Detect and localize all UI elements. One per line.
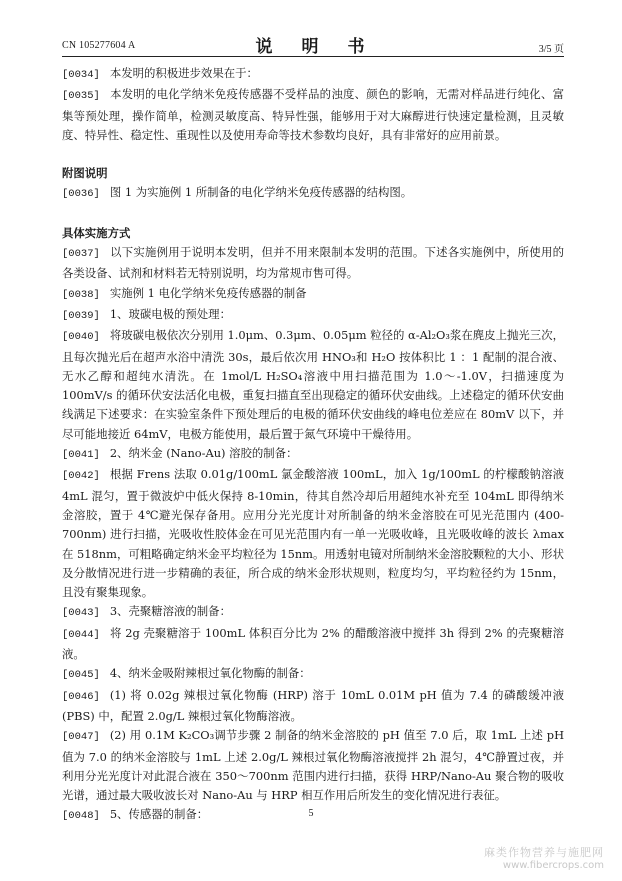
- paragraph-text: 实施例 1 电化学纳米免疫传感器的制备: [109, 285, 307, 300]
- document-body: [62, 64, 564, 827]
- paragraph-text: 本发明的电化学纳米免疫传感器不受样品的浊度、颜色的影响，无需对样品进行纯化、富集等预处理，操作简单，检测灵敏度高、特异性强，能够用于对大麻醇进行快速定量检测，且灵敏度、特异性、稳定性、重现性以及使用寿命等技术参数均良好，具有非常好的应用前景。: [62, 87, 564, 142]
- paragraph-number: [0040]: [62, 331, 100, 344]
- paragraph-number: [0048]: [62, 810, 100, 823]
- paragraph: [62, 726, 564, 805]
- page-header: [62, 28, 564, 57]
- watermark-url: www.fibercrops.com: [502, 860, 604, 871]
- document-title: 说 明 书: [255, 37, 371, 57]
- section-gap: [62, 145, 564, 164]
- watermark: [484, 846, 604, 872]
- page-number: 5: [308, 808, 314, 819]
- paragraph-text: 根据 Frens 法取 0.01g/100mL 氯金酸溶液 100mL，加入 1g/100mL 的柠檬酸钠溶液 4mL 混匀，置于微波炉中低火保持 8-10min，待其自然冷却后用超纯水补充至 104mL 即得纳米金溶胶，置于 4℃避光保存备用。应用分光光度计对所制备的纳米金溶胶在可见光范围内 (400-700nm) 进行扫描，光吸收性胶体金在可见光范围内有一单一光吸收峰，且光吸收峰的波长 λmax 在 518nm，可粗略确定纳米金平均粒径为 15nm。用透射电镜对所制纳米金溶胶颗粒的大小、形状及分散情况进行进一步精确的表征，所合成的纳米金形状规则，粒度均匀，平均粒径约为 15nm，且没有聚集现象。: [62, 467, 564, 600]
- paragraph-text: 将玻碳电极依次分别用 1.0μm、0.3μm、0.05μm 粒径的 α-Al₂O₃浆在麂皮上抛光三次，且每次抛光后在超声水浴中清洗 30s，最后依次用 HNO₃和 H₂O 按体积比 1 ：1 配制的混合液、无水乙醇和超纯水清洗。在 1mol/L H₂SO₄溶液中用扫描范围为 1.0～-1.0V，扫描速度为 100mV/s 的循环伏安法活化电极，重复扫描直至出现稳定的循环伏安曲线。上述稳定的循环伏安曲线满足下述要求：在实验室条件下预处理后的电极的循环伏安曲线的峰电位差应在 80mV 以下，并尽可能地接近 64mV，电极方能使用，最后置于氮气环境中干燥待用。: [62, 328, 564, 441]
- paragraph-text: 5、传感器的制备：: [109, 807, 209, 822]
- paragraph-number: [0039]: [62, 309, 100, 322]
- paragraph-number: [0047]: [62, 731, 100, 744]
- paragraph-number: [0046]: [62, 690, 100, 703]
- paragraph-number: [0035]: [62, 90, 100, 103]
- paragraph-text: 图 1 为实施例 1 所制备的电化学纳米免疫传感器的结构图。: [109, 185, 413, 200]
- paragraph: [62, 64, 564, 85]
- paragraph-number: [0044]: [62, 628, 100, 641]
- paragraph: [62, 85, 564, 145]
- page-indicator: 3/5 页: [538, 44, 564, 55]
- paragraph: [62, 243, 564, 284]
- paragraph: [62, 326, 564, 444]
- paragraph-number: [0034]: [62, 69, 100, 81]
- paragraph: [62, 444, 564, 465]
- paragraph: [62, 465, 564, 602]
- patent-number: CN 105277604 A: [62, 40, 136, 51]
- paragraph-number: [0043]: [62, 607, 100, 620]
- paragraph: [62, 664, 564, 685]
- paragraph-text: 以下实施例用于说明本发明，但并不用来限制本发明的范围。下述各实施例中，所使用的各类设备、试剂和材料若无特别说明，均为常规市售可得。: [62, 245, 564, 281]
- section-gap: [62, 205, 564, 224]
- paragraph: [62, 602, 564, 623]
- paragraph-text: (2) 用 0.1M K₂CO₃调节步骤 2 制备的纳米金溶胶的 pH 值至 7.0 后，取 1mL 上述 pH 值为 7.0 的纳米金溶胶与 1mL 上述 2.0g/L 辣根过氧化物酶溶液搅拌 2h 混匀，4℃静置过夜，并利用分光光度计对此混合液在 350～700nm 范围内进行扫描，获得 HRP/Nano-Au 聚合物的吸收光谱，通过最大吸收波长对 Nano-Au 与 HRP 相互作用后所发生的变化情况进行表征。: [62, 728, 564, 803]
- paragraph-text: 3、壳聚糖溶液的制备：: [109, 604, 231, 619]
- paragraph-number: [0041]: [62, 449, 100, 462]
- paragraph-text: 2、纳米金 (Nano-Au) 溶胶的制备：: [109, 446, 298, 461]
- paragraph: [62, 284, 564, 305]
- paragraph: [62, 624, 564, 665]
- paragraph-text: (1) 将 0.02g 辣根过氧化物酶 (HRP) 溶于 10mL 0.01M pH 值为 7.4 的磷酸缓冲液 (PBS) 中，配置 2.0g/L 辣根过氧化物酶溶液。: [62, 687, 564, 723]
- paragraph-text: 本发明的积极进步效果在于：: [109, 66, 258, 80]
- paragraph: [62, 305, 564, 326]
- paragraph-text: 将 2g 壳聚糖溶于 100mL 体积百分比为 2% 的醋酸溶液中搅拌 3h 得到 2% 的壳聚糖溶液。: [62, 625, 565, 662]
- paragraph-number: [0038]: [62, 288, 100, 301]
- paragraph-text: 1、玻碳电极的预处理：: [109, 306, 231, 321]
- paragraph: [62, 686, 564, 727]
- watermark-title: 麻类作物营养与施肥网: [484, 846, 604, 859]
- paragraph-number: [0037]: [62, 248, 100, 261]
- section-heading: 具体实施方式: [62, 225, 131, 240]
- paragraph-number: [0042]: [62, 470, 100, 483]
- paragraph: [62, 183, 564, 204]
- paragraph-number: [0036]: [62, 188, 100, 201]
- paragraph-number: [0045]: [62, 669, 100, 682]
- paragraph-text: 4、纳米金吸附辣根过氧化物酶的制备：: [109, 666, 311, 681]
- section-heading: 附图说明: [62, 166, 108, 181]
